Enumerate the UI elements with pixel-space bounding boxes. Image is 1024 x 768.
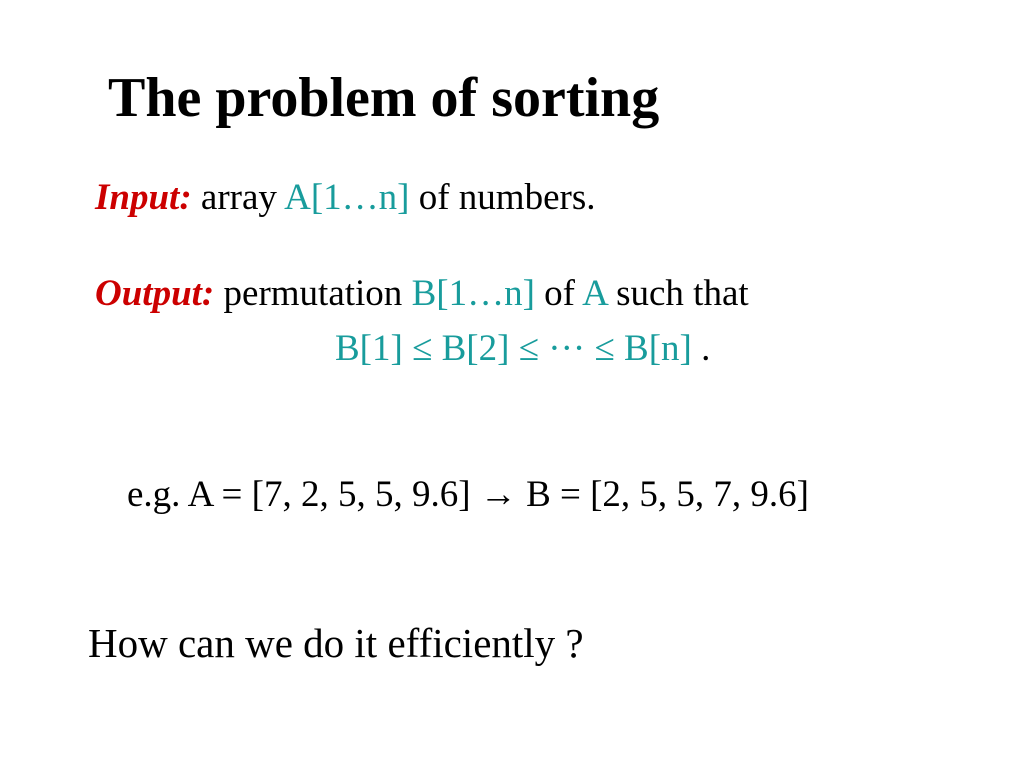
output-text-permutation: permutation — [214, 273, 412, 314]
output-source-array: A — [582, 273, 607, 314]
output-text-such-that: such that — [606, 273, 749, 314]
question-line: How can we do it efficiently ? — [88, 620, 584, 666]
example-line: e.g. A = [7, 2, 5, 5, 9.6] → B = [2, 5, 5, 7, 9.6] — [127, 474, 810, 515]
input-text-array: array — [191, 177, 285, 218]
sorted-condition-period: . — [691, 328, 711, 369]
output-label: Output: — [95, 273, 215, 314]
sorted-condition — [335, 329, 710, 370]
output-text-of: of — [534, 273, 583, 314]
input-label: Input: — [95, 177, 192, 218]
input-text-numbers: of numbers. — [409, 177, 596, 218]
output-definition — [95, 274, 749, 315]
input-array-notation: A[1…n] — [284, 177, 410, 218]
output-array-notation: B[1…n] — [411, 273, 535, 314]
input-definition — [95, 178, 595, 219]
slide-title: The problem of sorting — [108, 67, 660, 129]
sorted-condition-formula: B[1] ≤ B[2] ≤ ··· ≤ B[n] — [335, 328, 692, 369]
